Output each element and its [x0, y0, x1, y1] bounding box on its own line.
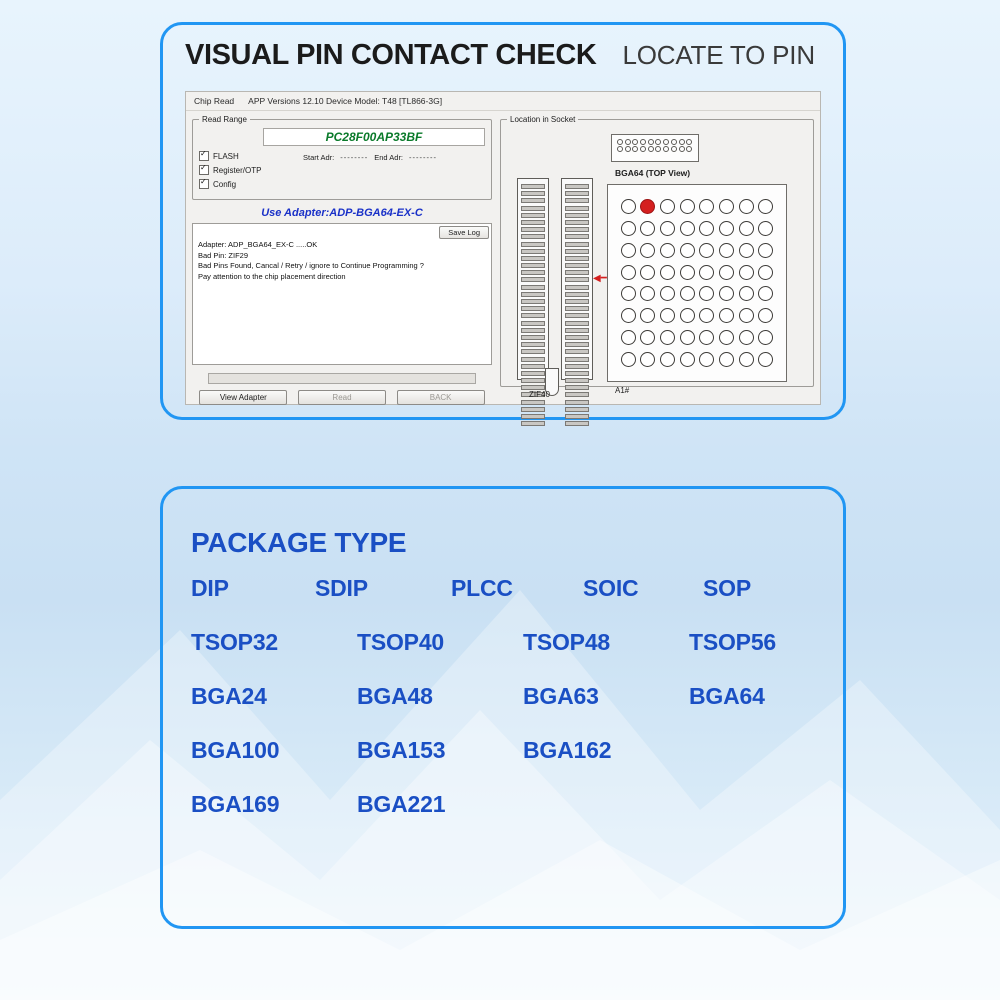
package-row — [191, 575, 843, 602]
action-button-row — [192, 390, 492, 405]
package-item: SDIP — [315, 575, 368, 601]
package-item: SOIC — [583, 575, 639, 601]
read-button[interactable]: Read — [298, 390, 386, 405]
read-range-legend: Read Range — [202, 115, 247, 124]
package-item: BGA100 — [191, 737, 280, 763]
app-mode-label: Chip Read — [194, 96, 235, 106]
visual-pin-contact-check-panel — [160, 22, 846, 420]
left-column — [192, 115, 492, 402]
top-panel-header — [163, 25, 843, 72]
checkbox-label: Register/OTP — [213, 165, 262, 175]
start-address-value[interactable]: -------- — [340, 153, 369, 162]
smd-socket-graphic — [611, 134, 699, 162]
package-row — [191, 791, 843, 818]
save-log-button[interactable]: Save Log — [439, 226, 489, 239]
package-item: BGA64 — [689, 683, 765, 709]
read-range-checkboxes — [199, 151, 303, 193]
checkbox-icon[interactable] — [199, 151, 209, 161]
bad-pin-arrow-icon: ◀━ — [593, 273, 607, 284]
package-item: BGA24 — [191, 683, 267, 709]
package-item: BGA63 — [523, 683, 599, 709]
package-item: TSOP32 — [191, 629, 279, 655]
adapter-note: Use Adapter:ADP-BGA64-EX-C — [261, 207, 423, 219]
location-in-socket-group — [500, 115, 814, 399]
bga-ball-map — [607, 184, 787, 382]
package-item: BGA153 — [357, 737, 446, 763]
package-row — [191, 629, 843, 656]
bga-view-title: BGA64 (TOP View) — [615, 168, 691, 178]
checkbox-icon[interactable] — [199, 165, 209, 175]
checkbox-icon[interactable] — [199, 179, 209, 189]
package-item: DIP — [191, 575, 229, 601]
checkbox-config[interactable] — [199, 179, 303, 189]
package-item: TSOP40 — [357, 629, 445, 655]
programmer-app-window — [185, 91, 821, 405]
right-column — [500, 115, 814, 399]
package-item: SOP — [703, 575, 751, 601]
start-address-label: Start Adr: — [303, 153, 335, 162]
view-adapter-button[interactable]: View Adapter — [199, 390, 287, 405]
package-row — [191, 683, 843, 710]
package-type-panel — [160, 486, 846, 929]
socket-diagram — [507, 128, 807, 399]
end-address-label: End Adr: — [374, 153, 404, 162]
package-item: BGA48 — [357, 683, 433, 709]
address-range — [303, 151, 485, 162]
app-body — [186, 111, 820, 402]
app-topbar — [186, 92, 820, 111]
package-type-list — [163, 565, 843, 818]
checkbox-label: Config — [213, 179, 237, 189]
app-version-label: APP Versions 12.10 Device Model: T48 [TL866-3G] — [248, 96, 443, 106]
log-line: Pay attention to the chip placement direction — [198, 271, 346, 281]
page-subtitle: LOCATE TO PIN — [622, 40, 815, 70]
zif-socket-graphic — [517, 178, 593, 378]
log-box — [192, 223, 492, 365]
package-item: BGA162 — [523, 737, 612, 763]
a1-pin-label: A1# — [615, 386, 630, 395]
ball-highlighted — [640, 199, 655, 214]
package-item: PLCC — [451, 575, 513, 601]
checkbox-register-otp[interactable] — [199, 165, 303, 175]
package-item: TSOP48 — [523, 629, 611, 655]
checkbox-flash[interactable] — [199, 151, 303, 161]
progress-bar — [208, 373, 476, 384]
package-row — [191, 737, 843, 764]
zif-socket-label: ZIF40 — [529, 390, 550, 399]
package-type-title: PACKAGE TYPE — [191, 527, 407, 558]
package-item: TSOP56 — [689, 629, 777, 655]
log-line: Bad Pin: ZIF29 — [198, 250, 249, 260]
checkbox-label: FLASH — [213, 151, 239, 161]
end-address-value[interactable]: -------- — [409, 153, 438, 162]
chip-name-field: PC28F00AP33BF — [263, 128, 485, 146]
log-line: Adapter: ADP_BGA64_EX-C .....OK — [198, 240, 318, 249]
read-range-group — [192, 115, 492, 200]
package-item: BGA221 — [357, 791, 446, 817]
log-line: Bad Pins Found, Cancal / Retry / ignore to Continue Programming ? — [198, 261, 424, 270]
package-item: BGA169 — [191, 791, 280, 817]
back-button[interactable]: BACK — [397, 390, 485, 405]
page-title: VISUAL PIN CONTACT CHECK — [185, 39, 597, 71]
location-in-socket-legend: Location in Socket — [510, 115, 576, 124]
